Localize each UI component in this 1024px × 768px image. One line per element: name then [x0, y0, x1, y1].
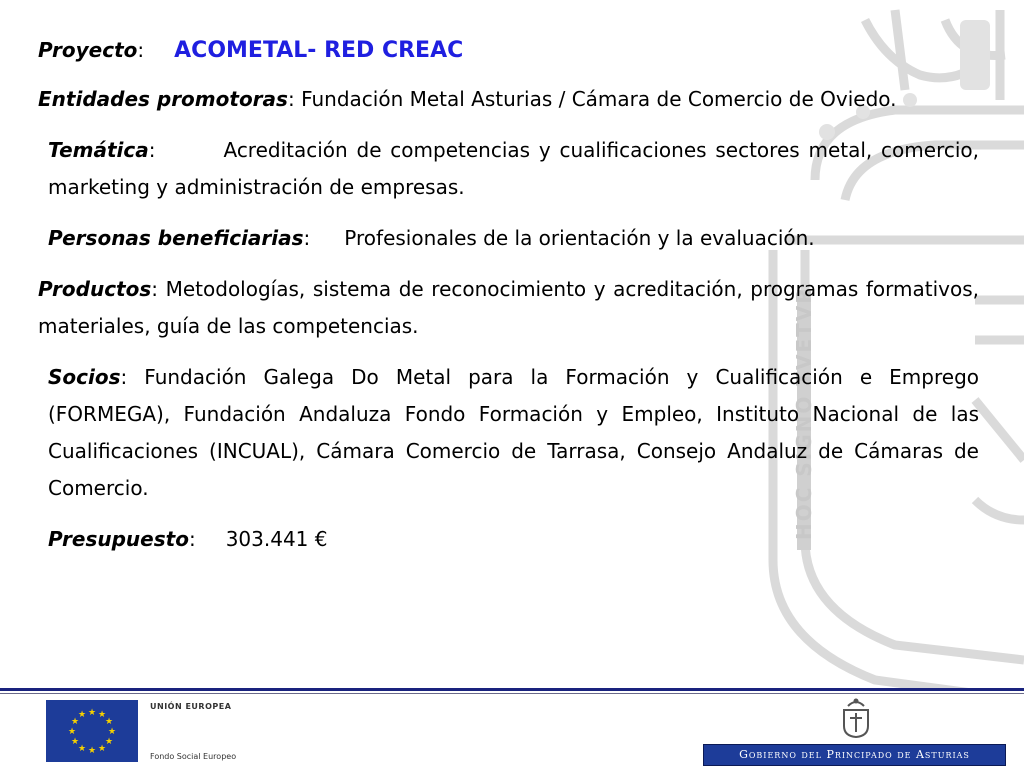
- svg-text:★: ★: [87, 746, 97, 756]
- svg-text:★: ★: [104, 717, 114, 727]
- footer-divider-thin: [0, 693, 1024, 694]
- tematica-separator: :: [148, 138, 156, 162]
- productos-value: Metodologías, sistema de reconocimiento y acreditación, programas formativos, materiales, guía de las competencias.: [38, 277, 980, 338]
- svg-text:★: ★: [77, 744, 87, 754]
- personas-entry: [38, 220, 979, 257]
- tematica-label: Temática: [48, 138, 149, 162]
- asturias-crest-small-logo: [838, 696, 874, 738]
- productos-separator: :: [151, 277, 159, 301]
- footer-divider: [0, 688, 1024, 691]
- svg-text:★: ★: [70, 717, 80, 727]
- slide-content: [38, 32, 979, 558]
- personas-label: Personas beneficiarias: [48, 226, 304, 250]
- socios-value: Fundación Galega Do Metal para la Formación y Cualificación e Emprego (FORMEGA), Fundación Andaluza Fondo Formación y Empleo, Instituto Nacional de las Cualificaciones (INCUAL), Cámara Comercio de Tarrasa, Consejo Andaluz de Cámaras de Comercio.: [48, 365, 979, 500]
- gobierno-banner: [703, 744, 1006, 766]
- socios-entry: [38, 359, 979, 507]
- watermark-motto: HOC SIGNO TVETVR: [792, 286, 816, 540]
- socios-label: Socios: [48, 365, 121, 389]
- socios-separator: :: [120, 365, 128, 389]
- productos-entry: [38, 271, 979, 345]
- proyecto-value: ACOMETAL- RED CREAC: [174, 38, 464, 63]
- proyecto-label: Proyecto: [38, 38, 138, 62]
- eu-fund: Fondo Social Europeo: [150, 752, 237, 761]
- svg-text:★: ★: [67, 727, 77, 737]
- proyecto-entry: [38, 32, 979, 69]
- svg-text:★: ★: [97, 710, 107, 720]
- svg-text:★: ★: [70, 737, 80, 747]
- svg-text:★: ★: [104, 737, 114, 747]
- presupuesto-separator: :: [188, 527, 196, 551]
- personas-value: Profesionales de la orientación y la evaluación.: [344, 226, 815, 250]
- personas-separator: :: [303, 226, 311, 250]
- gobierno-text: Gobierno del Principado de Asturias: [739, 748, 970, 761]
- svg-text:★: ★: [107, 727, 117, 737]
- svg-text:★: ★: [77, 710, 87, 720]
- entidades-label: Entidades promotoras: [38, 87, 288, 111]
- tematica-entry: [38, 132, 979, 206]
- tematica-value: Acreditación de competencias y cualificaciones sectores metal, comercio, marketing y administración de empresas.: [48, 138, 979, 199]
- productos-label: Productos: [38, 277, 152, 301]
- eu-flag-logo: [46, 700, 138, 762]
- presupuesto-label: Presupuesto: [48, 527, 189, 551]
- entidades-separator: :: [287, 87, 295, 111]
- proyecto-separator: :: [137, 38, 145, 62]
- eu-title: UNIÓN EUROPEA: [150, 702, 232, 711]
- svg-text:★: ★: [87, 708, 97, 718]
- entidades-entry: [38, 81, 979, 118]
- presupuesto-entry: [38, 521, 979, 558]
- presupuesto-value: 303.441 €: [225, 527, 328, 551]
- svg-text:★: ★: [97, 744, 107, 754]
- entidades-value: Fundación Metal Asturias / Cámara de Comercio de Oviedo.: [301, 87, 897, 111]
